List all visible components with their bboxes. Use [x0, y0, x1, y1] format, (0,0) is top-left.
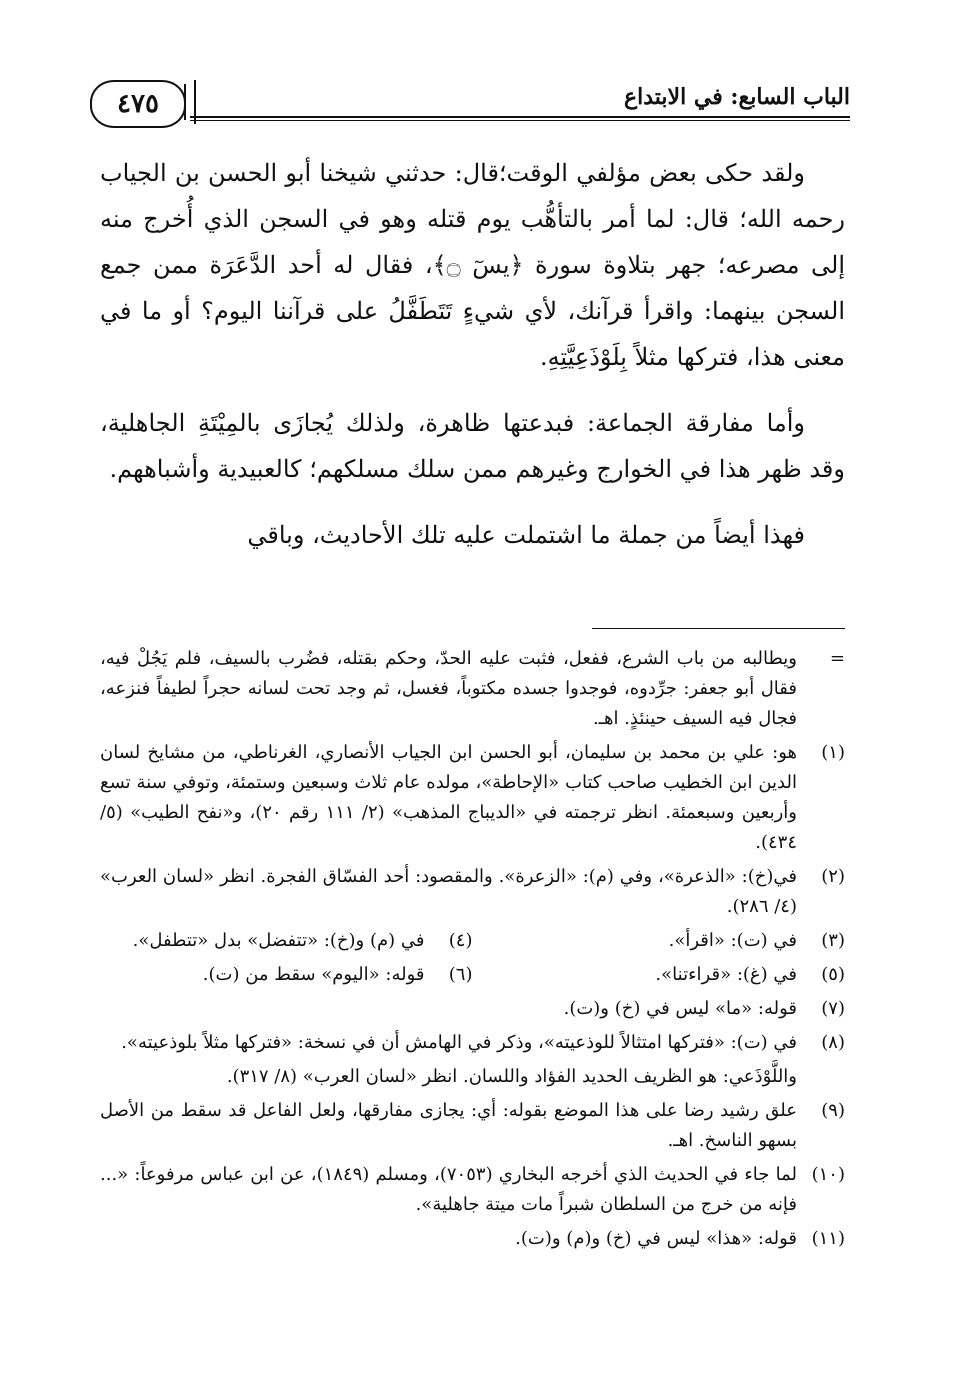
footnote-text: في(خ): «الذعرة»، وفي (م): «الزعرة». والمقصود: أحد الفسّاق الفجرة. انظر «لسان العرب» (٤/ ٢٨٦).	[100, 866, 797, 917]
footnote-number: (١)	[821, 742, 845, 763]
footnotes	[100, 644, 845, 1258]
footnote-row-3-4	[100, 926, 845, 956]
footnote-number: (٩)	[821, 1100, 845, 1121]
footnote-number: (٤)	[448, 930, 473, 951]
footnote-text: لما جاء في الحديث الذي أخرجه البخاري (٧٠٥٣)، ومسلم (١٨٤٩)، عن ابن عباس مرفوعاً: «... فإنه من خرج من السلطان شبراً مات ميتة جاهلية».	[100, 1164, 797, 1215]
footnote-10	[100, 1160, 845, 1220]
footnote-11	[100, 1224, 845, 1254]
page-number-badge	[90, 80, 186, 128]
footnote-continuation	[100, 644, 845, 734]
footnote-text: في (م) و(خ): «تتفضل» بدل «تتطفل».	[132, 930, 425, 951]
page-header	[90, 72, 850, 132]
footnote-number: (٢)	[821, 866, 845, 887]
footnote-number: (٨)	[821, 1032, 845, 1053]
footnote-text: قوله: «ما» ليس في (خ) و(ت).	[563, 998, 797, 1019]
footnote-marker: =	[829, 648, 845, 669]
footnote-number: (٦)	[448, 964, 473, 985]
ornament-line-icon	[194, 80, 200, 124]
footnote-8-continuation: واللَّوْذَعي: هو الظريف الحديد الفؤاد واللسان. انظر «لسان العرب» (٨/ ٣١٧).	[226, 1066, 797, 1087]
paragraph-1: ولقد حكى بعض مؤلفي الوقت؛قال: حدثني شيخنا أبو الحسن بن الجياب رحمه الله؛ قال: لما أمر بالتأهُّب يوم قتله وهو في السجن الذي أُخرج منه إلى مصرعه؛ جهر بتلاوة سورة ﴿يسٓ ۝﴾، فقال له أحد الدَّعَرَة ممن جمع السجن بينهما: واقرأ قرآنك، لأي شيءٍ تَتَطَفَّلُ على قرآننا اليوم؟ أو ما في معنى هذا، فتركها مثلاً بِلَوْذَعِيَّتِهِ.	[100, 159, 845, 371]
page-number: ٤٧٥	[117, 89, 159, 119]
paragraph-3: فهذا أيضاً من جملة ما اشتملت عليه تلك الأحاديث، وباقي	[247, 521, 805, 549]
main-text	[100, 150, 845, 578]
footnote-number: (٣)	[821, 930, 845, 951]
footnote-text: علق رشيد رضا على هذا الموضع بقوله: أي: يجازى مفارقها، ولعل الفاعل قد سقط من الأصل بسهو الناسخ. اهـ.	[100, 1100, 797, 1151]
chapter-title: الباب السابع: في الابتداع	[623, 84, 850, 110]
footnote-5	[473, 960, 846, 990]
footnote-text: هو: علي بن محمد بن سليمان، أبو الحسن ابن الجياب الأنصاري، الغرناطي، من مشايخ لسان الدين ابن الخطيب صاحب كتاب «الإحاطة»، مولده عام ثلاث وسبعين وستمئة، وتوفي سنة تسع وأربعين وسبعمئة. انظر ترجمته في «الديباج المذهب» (٢/ ١١١ رقم ٢٠)، و«نفح الطيب» (٥/ ٤٣٤).	[100, 742, 797, 853]
footnote-number: (١١)	[811, 1228, 845, 1249]
footnote-text: ويطالبه من باب الشرع، ففعل، فثبت عليه الحدّ، وحكم بقتله، فضُرب بالسيف، فلم يَجُلْ فيه، فقال أبو جعفر: جرِّدوه، فوجدوا جسده مكتوباً، فغسل، ثم وجد تحت لسانه حجراً لطيفاً فنزعه، فجال فيه السيف حينئذٍ. اهـ.	[100, 648, 797, 729]
footnote-2	[100, 862, 845, 922]
footnote-text: في (ت): «فتركها امتثالاً للوذعيته»، وذكر في الهامش أن في نسخة: «فتركها مثلاً بلوذعيته».	[121, 1032, 797, 1053]
footnote-number: (٧)	[821, 998, 845, 1019]
footnote-4	[100, 926, 473, 956]
footnote-text: قوله: «هذا» ليس في (خ) و(م) و(ت).	[515, 1228, 797, 1249]
footnote-number: (١٠)	[811, 1164, 845, 1185]
footnote-3	[473, 926, 846, 956]
footnote-text: قوله: «اليوم» سقط من (ت).	[202, 964, 425, 985]
footnote-number: (٥)	[821, 964, 845, 985]
footnote-1	[100, 738, 845, 858]
footnote-text: في (ت): «اقرأ».	[668, 930, 797, 951]
footnote-8	[100, 1028, 845, 1058]
paragraph-2: وأما مفارقة الجماعة: فبدعتها ظاهرة، ولذلك يُجازَى بالمِيْتَةِ الجاهلية، وقد ظهر هذا في الخوارج وغيرهم ممن سلك مسلكهم؛ كالعبيدية وأشباههم.	[100, 409, 845, 483]
footnote-text: في (غ): «قراءتنا».	[655, 964, 797, 985]
footnote-9	[100, 1096, 845, 1156]
footnote-6	[100, 960, 473, 990]
footnote-separator	[592, 628, 845, 629]
footnote-7	[100, 994, 845, 1024]
header-rule	[190, 116, 850, 121]
footnote-row-5-6	[100, 960, 845, 990]
